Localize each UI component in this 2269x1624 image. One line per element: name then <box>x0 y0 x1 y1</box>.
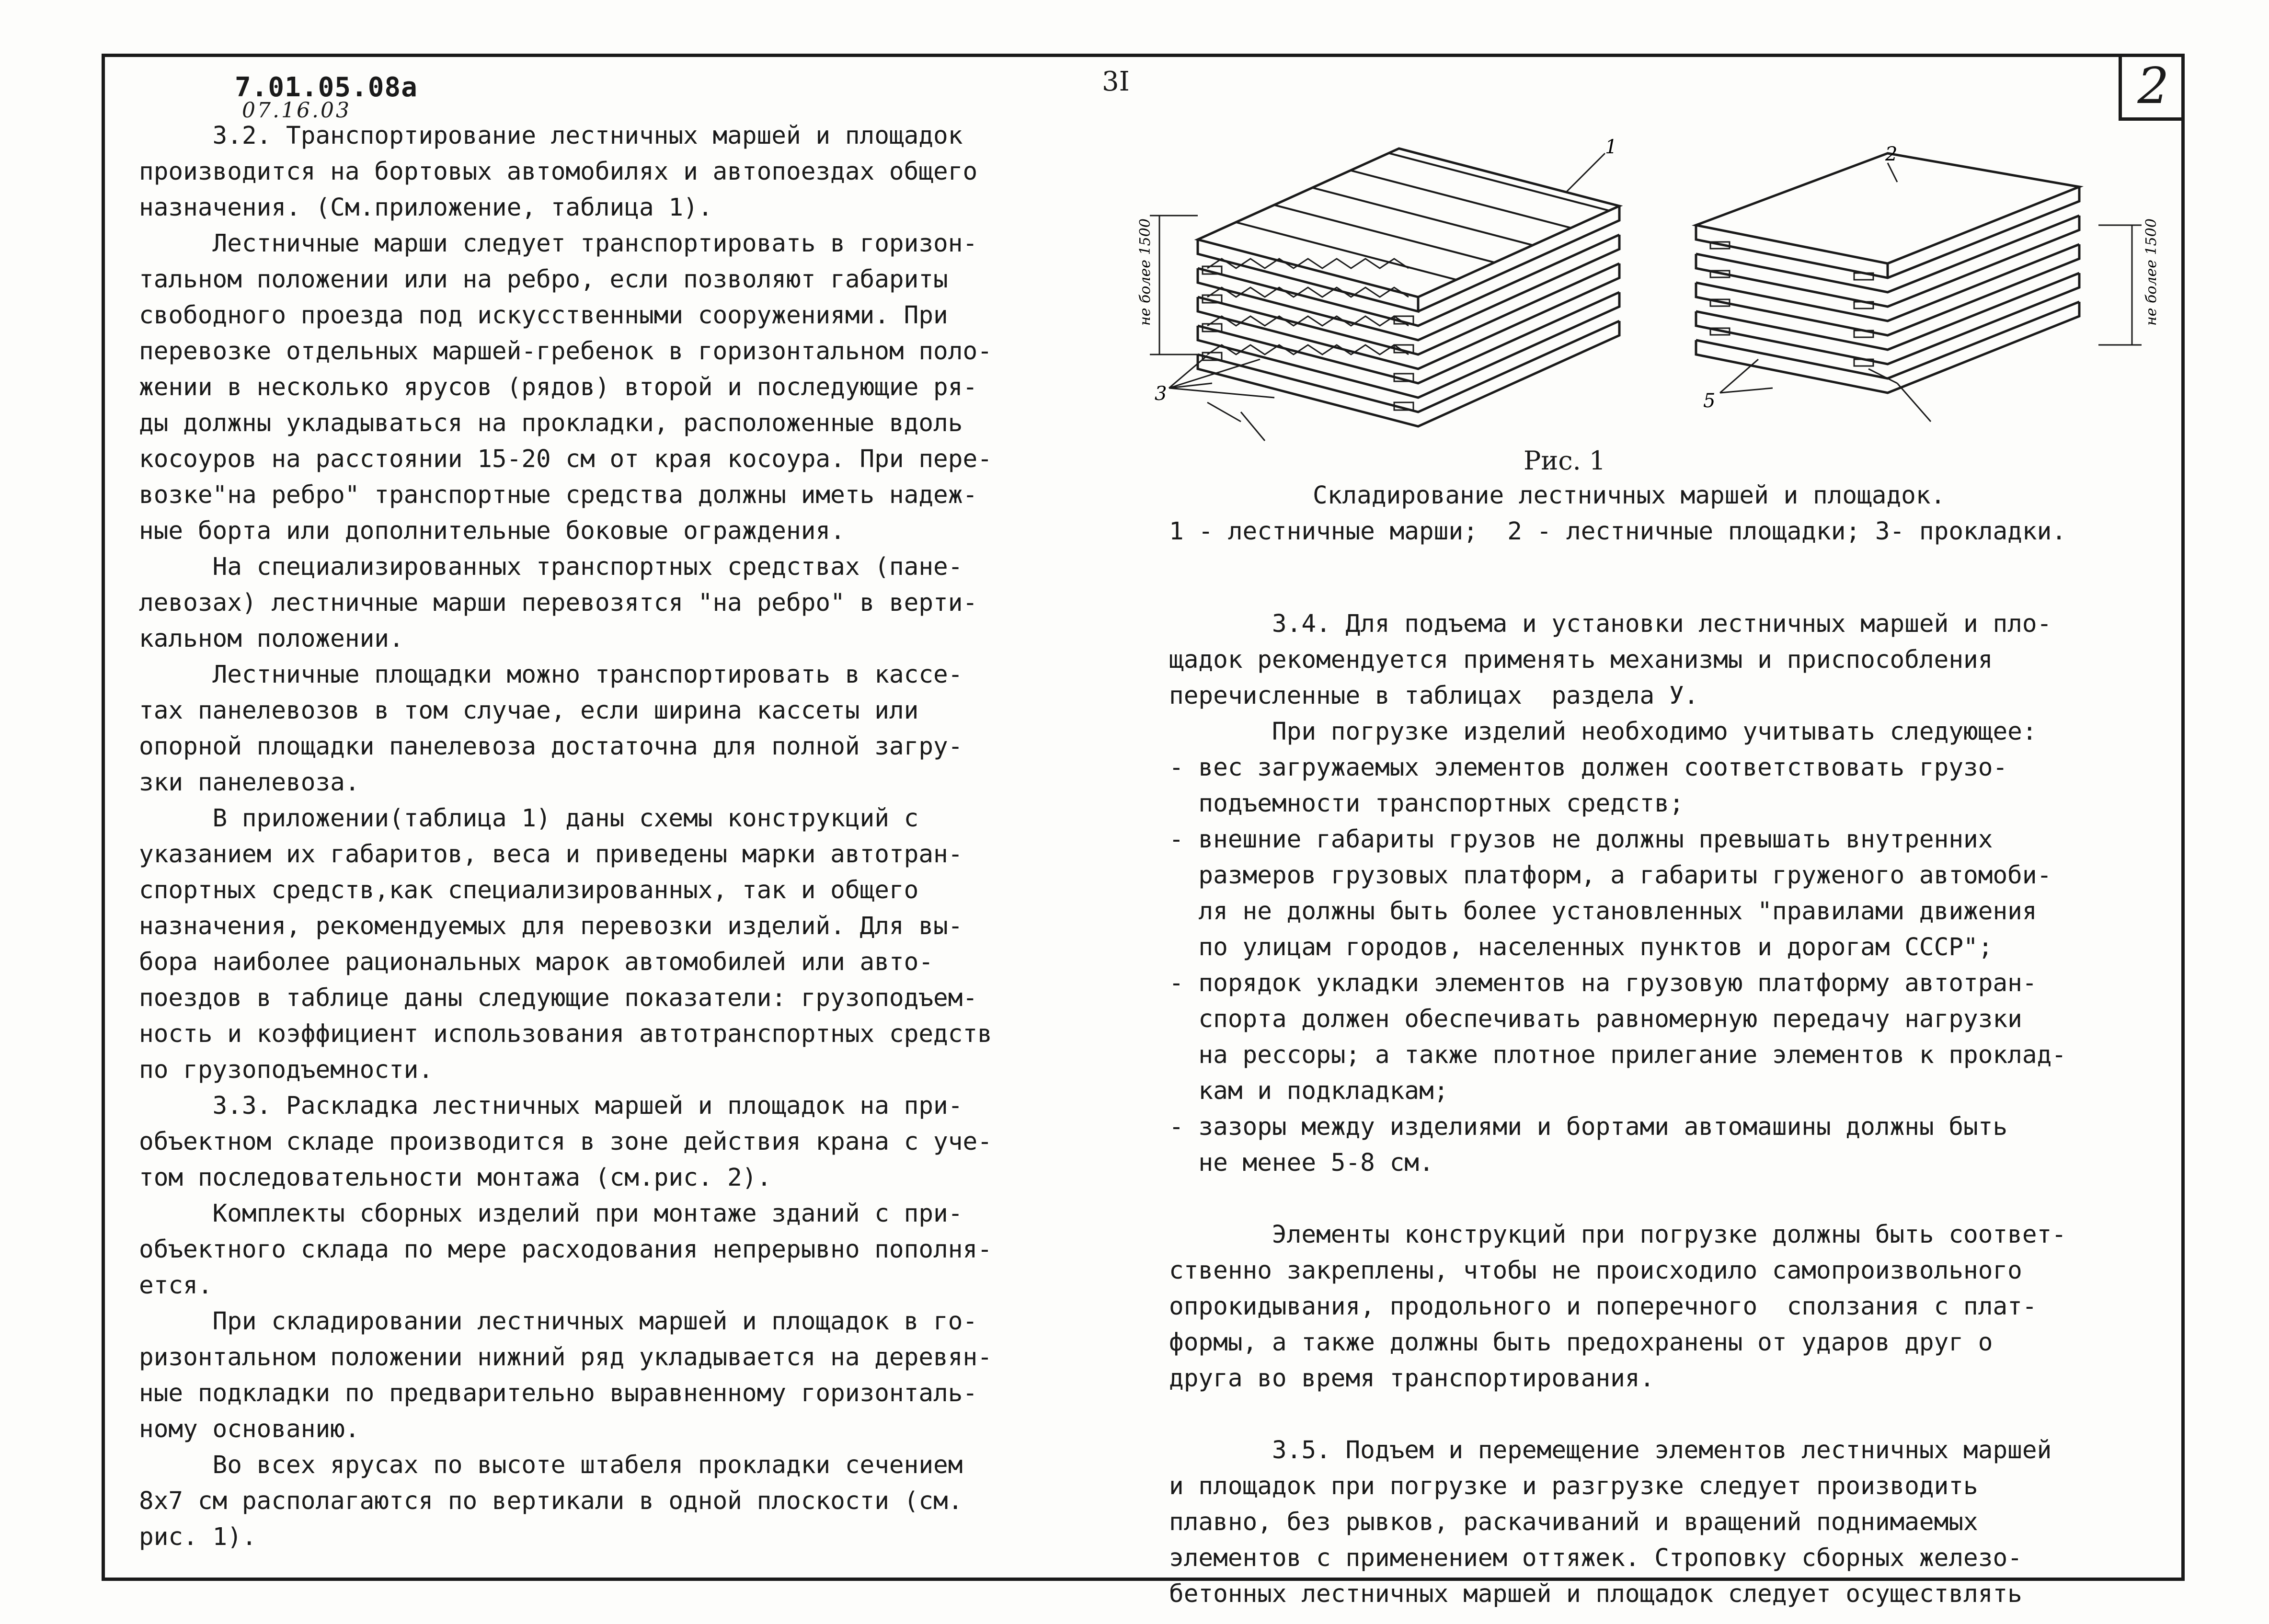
text-line: ды должны укладываться на прокладки, расположенные вдоль <box>139 409 963 437</box>
text-line: жении в несколько ярусов (рядов) второй и последующие ря- <box>139 373 978 401</box>
text-line: тах панелевозов в том случае, если ширина кассеты или <box>139 697 919 725</box>
sheet-number: 2 <box>2119 54 2185 121</box>
text-line: опорной площадки панелевоза достаточна для полной загру- <box>139 732 963 761</box>
text-line: 3.5. Подъем и перемещение элементов лестничных маршей <box>1169 1436 2052 1464</box>
text-line <box>1169 1396 2066 1432</box>
text-line: спортных средств,как специализированных, так и общего <box>139 876 919 904</box>
text-line: назначения. (См.приложение, таблица 1). <box>139 194 713 222</box>
text-line: плавно, без рывков, раскачиваний и вращений поднимаемых <box>1169 1508 1978 1536</box>
text-line: - внешние габариты грузов не должны превышать внутренних <box>1169 825 1993 854</box>
text-line <box>1169 1181 2066 1217</box>
text-line: - вес загружаемых элементов должен соответствовать грузо- <box>1169 754 2008 782</box>
text-line: рис. 1). <box>139 1523 257 1551</box>
text-line: объектном складе производится в зоне действия крана с уче- <box>139 1128 992 1156</box>
text-line: по грузоподъемности. <box>139 1056 434 1084</box>
text-line: ность и коэффициент использования автотранспортных средств <box>139 1020 992 1048</box>
text-line: спорта должен обеспечивать равномерную передачу нагрузки <box>1169 1005 2022 1033</box>
text-line: подъемности транспортных средств; <box>1169 789 1684 818</box>
text-line: ля не должны быть более установленных "правилами движения <box>1169 897 2037 926</box>
text-line: возке"на ребро" транспортные средства должны иметь надеж- <box>139 481 978 509</box>
text-line: друга во время транспортирования. <box>1169 1364 1655 1393</box>
text-line: указанием их габаритов, веса и приведены марки автотран- <box>139 840 963 869</box>
text-line: При погрузке изделий необходимо учитывать следующее: <box>1169 718 2037 746</box>
text-line: ные борта или дополнительные боковые ограждения. <box>139 517 845 545</box>
text-line: свободного проезда под искусственными сооружениями. При <box>139 301 948 330</box>
text-line: ственно закреплены, чтобы не происходило самопроизвольного <box>1169 1257 2022 1285</box>
label-5: 5 <box>1703 390 1716 412</box>
figure-caption: Складирование лестничных маршей и площадок. <box>1313 481 1946 510</box>
text-line: назначения, рекомендуемых для перевозки изделий. Для вы- <box>139 912 963 940</box>
text-line: 8х7 см располагаются по вертикали в одной плоскости (см. <box>139 1487 963 1515</box>
text-line: ному основанию. <box>139 1415 360 1443</box>
text-line: зки панелевоза. <box>139 768 360 797</box>
left-text-column <box>139 118 992 1555</box>
text-line: ные подкладки по предварительно выравненному горизонталь- <box>139 1379 978 1407</box>
landings-stack <box>1696 153 2142 422</box>
text-line: кальном положении. <box>139 625 404 653</box>
stair-flight-layer <box>1198 149 1619 311</box>
text-line: перевозке отдельных маршей-гребенок в горизонтальном поло- <box>139 337 992 366</box>
figure-title: Рис. 1 <box>1524 446 1606 476</box>
text-line: том последовательности монтажа (см.рис. 2). <box>139 1164 772 1192</box>
text-line: Лестничные марши следует транспортировать в горизон- <box>139 229 978 258</box>
text-line: формы, а также должны быть предохранены от ударов друг о <box>1169 1328 1993 1357</box>
dimension-left: не более 1500 <box>1137 218 1154 326</box>
text-line: на рессоры; а также плотное прилегание элементов к проклад- <box>1169 1041 2066 1069</box>
text-line: 3.3. Раскладка лестничных маршей и площадок на при- <box>139 1092 963 1120</box>
text-line: 3.4. Для подъема и установки лестничных маршей и пло- <box>1169 610 2052 638</box>
text-line: элементов с применением оттяжек. Строповку сборных железо- <box>1169 1544 2022 1572</box>
text-line: При складировании лестничных маршей и площадок в го- <box>139 1307 978 1336</box>
text-line: и площадок при погрузке и разгрузке следует производить <box>1169 1472 1978 1500</box>
text-line: Комплекты сборных изделий при монтаже зданий с при- <box>139 1200 963 1228</box>
text-line: производится на бортовых автомобилях и автопоездах общего <box>139 158 978 186</box>
label-2: 2 <box>1885 143 1898 165</box>
text-line: поездов в таблице даны следующие показатели: грузоподъем- <box>139 984 978 1012</box>
text-line: Во всех ярусах по высоте штабеля прокладки сечением <box>139 1451 963 1479</box>
text-line: 3.2. Транспортирование лестничных маршей и площадок <box>139 122 963 150</box>
page-number: 3I <box>1102 66 1130 97</box>
text-line: по улицам городов, населенных пунктов и дорогам СССР"; <box>1169 933 1993 961</box>
text-line: ризонтальном положении нижний ряд укладывается на деревян- <box>139 1343 992 1372</box>
figure-storage-diagram <box>1121 134 2175 450</box>
text-line: перечисленные в таблицах раздела У. <box>1169 682 1699 710</box>
text-line: В приложении(таблица 1) даны схемы конструкций с <box>139 804 919 833</box>
document-code-handwritten: 07.16.03 <box>242 98 351 123</box>
text-line: опрокидывания, продольного и поперечного сползания с плат- <box>1169 1292 2037 1321</box>
text-line: левозах) лестничные марши перевозятся "на ребро" в верти- <box>139 589 978 617</box>
dimension-right: не более 1500 <box>2143 218 2160 326</box>
text-line: щадок рекомендуется применять механизмы и приспособления <box>1169 646 1993 674</box>
right-text-column <box>1169 606 2066 1612</box>
label-3: 3 <box>1155 383 1167 405</box>
text-line: Элементы конструкций при погрузке должны быть соответ- <box>1169 1221 2066 1249</box>
text-line: ется. <box>139 1271 213 1300</box>
stair-flights-stack <box>1150 149 1619 441</box>
text-line: не менее 5-8 см. <box>1169 1149 1434 1177</box>
text-line: Лестничные площадки можно транспортировать в кассе- <box>139 661 963 689</box>
text-line: косоуров на расстоянии 15-20 см от края косоура. При пере- <box>139 445 992 473</box>
text-line: объектного склада по мере расходования непрерывно пополня- <box>139 1235 992 1264</box>
text-line: тальном положении или на ребро, если позволяют габариты <box>139 265 948 294</box>
document-code: 7.01.05.08а <box>235 72 418 103</box>
text-line: бора наиболее рациональных марок автомобилей или авто- <box>139 948 934 976</box>
figure-legend: 1 - лестничные марши; 2 - лестничные площадки; 3- прокладки. <box>1169 517 2066 546</box>
text-line: кам и подкладкам; <box>1169 1077 1449 1105</box>
text-line: размеров грузовых платформ, а габариты груженого автомоби- <box>1169 861 2052 890</box>
text-line: - порядок укладки элементов на грузовую платформу автотран- <box>1169 969 2037 997</box>
text-line: - зазоры между изделиями и бортами автомашины должны быть <box>1169 1113 2008 1141</box>
text-line: На специализированных транспортных средствах (пане- <box>139 553 963 581</box>
text-line: бетонных лестничных маршей и площадок следует осуществлять <box>1169 1580 2022 1608</box>
label-1: 1 <box>1605 136 1617 158</box>
